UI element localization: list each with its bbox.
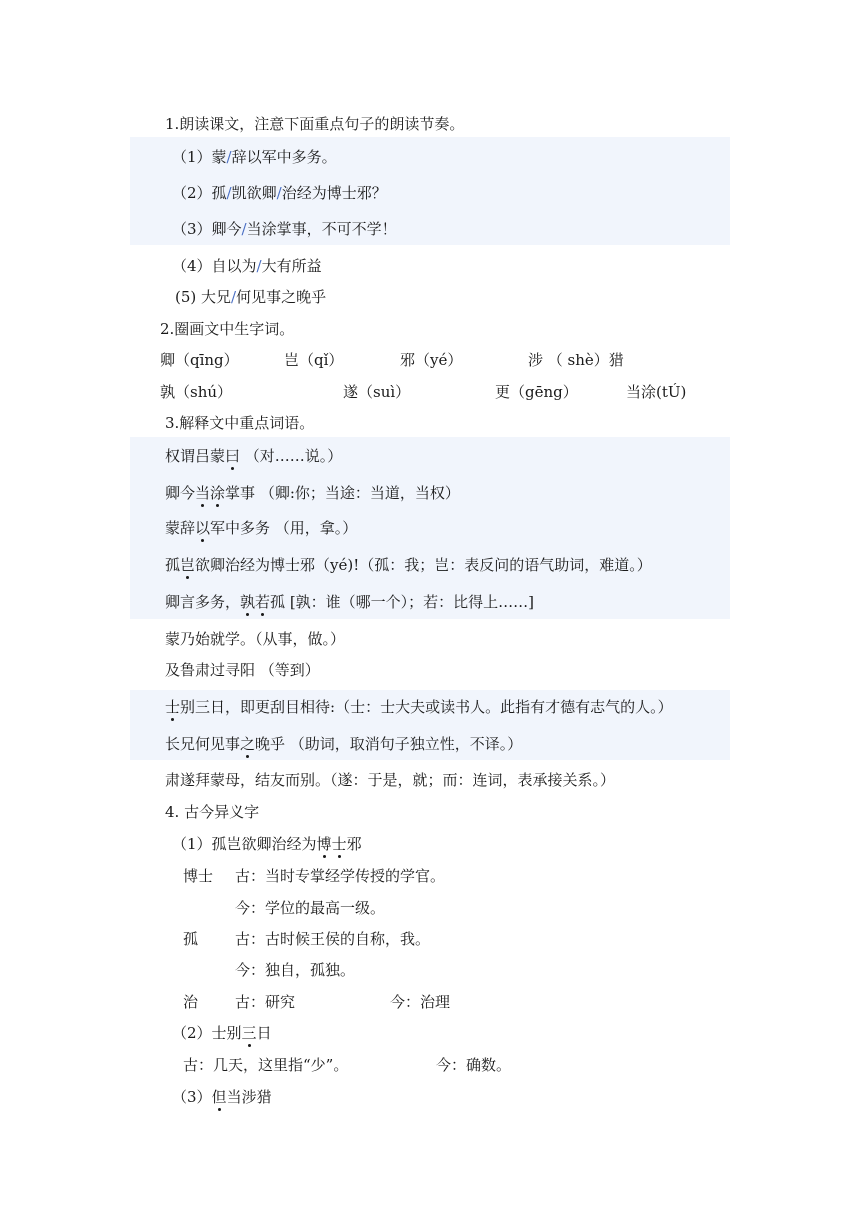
vocab-item: 邪（yé）: [400, 351, 463, 369]
section1-heading: 1.朗读课文，注意下面重点句子的朗读节奏。: [165, 115, 465, 133]
word-explain-6: 蒙乃始就学。（从事，做。）: [165, 630, 346, 648]
section4-heading: 4. 古今异义字: [165, 803, 260, 821]
word-explain-2: 卿今当涂掌事 （卿:你；当途：当道，当权）: [165, 484, 460, 502]
term-boshi-ancient: 古：当时专掌经学传授的学官。: [235, 867, 446, 885]
vocab-item: 涉 （ shè）猎: [528, 351, 624, 369]
reading-sentence-5: (5) 大兄/何见事之晚乎: [175, 288, 327, 306]
example-sentence-3: （3）但当涉猎: [172, 1088, 272, 1106]
word-explain-7: 及鲁肃过寻阳 （等到）: [165, 661, 320, 679]
term-zhi: 治: [183, 993, 199, 1011]
term-gu: 孤: [183, 930, 199, 948]
word-explain-10: 肃遂拜蒙母，结友而别。（遂：于是，就；而：连词，表承接关系。）: [165, 771, 616, 789]
vocab-item: 更（gēng）: [495, 383, 578, 401]
term-boshi-modern: 今：学位的最高一级。: [235, 899, 386, 917]
reading-sentence-4: （4）自以为/大有所益: [172, 257, 322, 275]
example-sentence-1: （1）孤岂欲卿治经为博士邪: [172, 835, 362, 853]
section3-heading: 3.解释文中重点词语。: [165, 414, 315, 432]
word-explain-1: 权谓吕蒙曰 （对……说。）: [165, 447, 343, 465]
example-sentence-2: （2）士别三日: [172, 1024, 272, 1042]
word-explain-5: 卿言多务，孰若孤 [孰：谁（哪一个）；若：比得上……]: [165, 593, 535, 611]
vocab-item: 当涂(tÚ): [626, 383, 687, 401]
word-explain-3: 蒙辞以军中多务 （用，拿。）: [165, 519, 358, 537]
term-zhi-ancient: 古：研究: [235, 993, 296, 1011]
term-zhi-modern: 今：治理: [390, 993, 451, 1011]
word-explain-9: 长兄何见事之晚乎 （助词，取消句子独立性，不译。）: [165, 735, 523, 753]
word-explain-4: 孤岂欲卿治经为博士邪（yé)!（孤：我；岂：表反问的语气助词，难道。）: [165, 556, 652, 574]
vocab-item: 孰（shú）: [160, 383, 233, 401]
reading-sentence-2: （2）孤/凯欲卿/治经为博士邪？: [172, 184, 387, 202]
term-boshi: 博士: [183, 867, 214, 885]
term-gu-ancient: 古：古时候王侯的自称，我。: [235, 930, 431, 948]
section2-heading: 2.圈画文中生字词。: [160, 320, 295, 338]
term-san-ancient: 古：几天，这里指“少”。: [183, 1056, 349, 1074]
term-san-modern: 今：确数。: [436, 1056, 512, 1074]
vocab-item: 卿（qīng）: [160, 351, 239, 369]
word-explain-8: 士别三日，即更刮目相待:（士：士大夫或读书人。此指有才德有志气的人。）: [165, 698, 673, 716]
vocab-item: 遂（suì）: [343, 383, 411, 401]
reading-sentence-3: （3）卿今/当涂掌事，不可不学！: [172, 220, 397, 238]
term-gu-modern: 今：独自，孤独。: [235, 961, 356, 979]
vocab-item: 岂（qǐ）: [284, 351, 344, 369]
reading-sentence-1: （1）蒙/辞以军中多务。: [172, 148, 337, 166]
